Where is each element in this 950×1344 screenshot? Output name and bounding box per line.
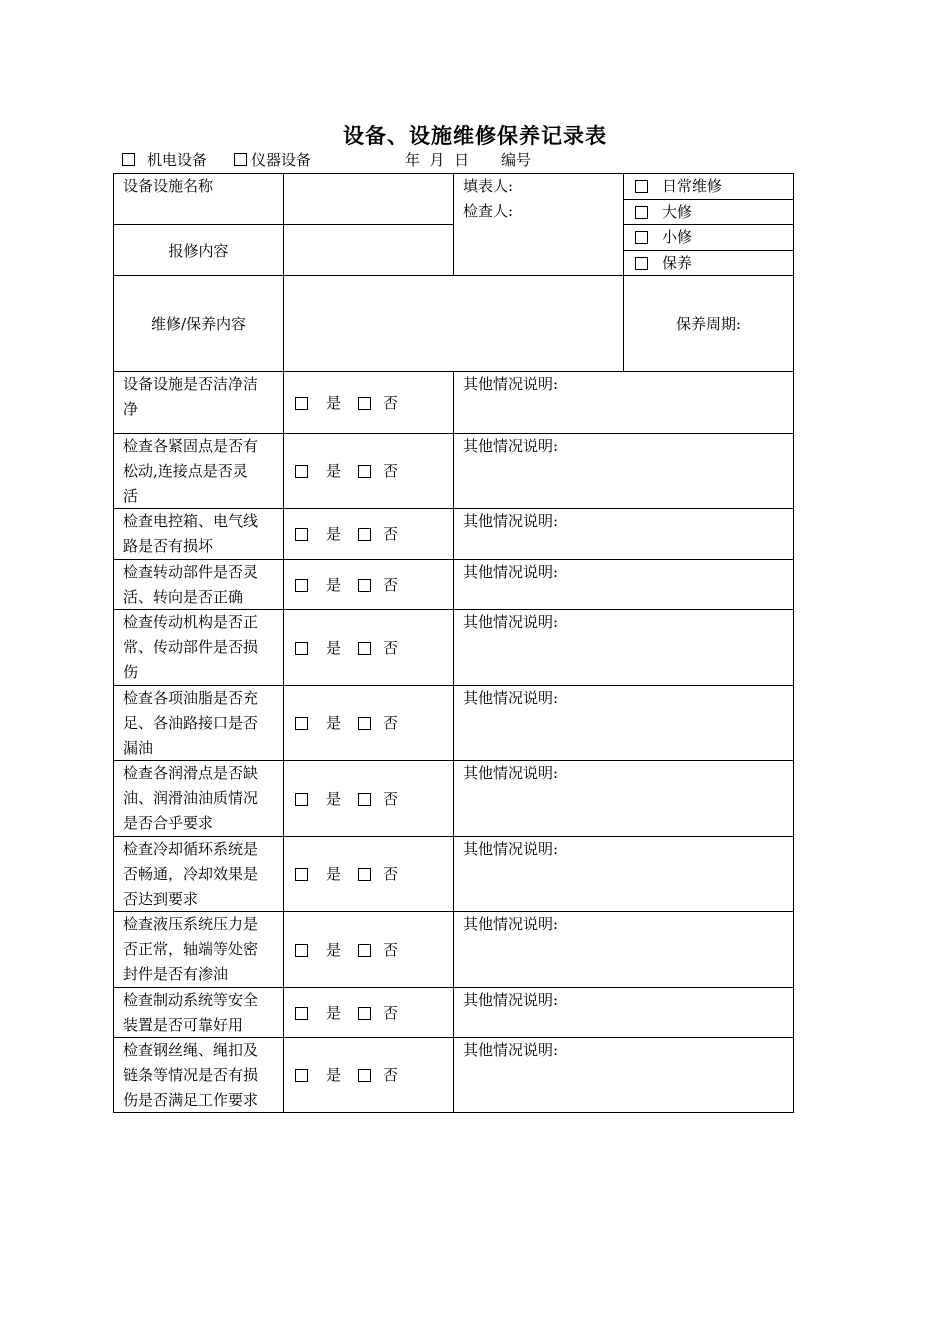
no-label: 否 <box>383 1066 399 1084</box>
other-notes-label: 其他情况说明: <box>463 689 559 707</box>
filler-label: 填表人: <box>463 177 514 195</box>
yes-label: 是 <box>326 1066 342 1084</box>
yes-label: 是 <box>326 639 342 657</box>
check-item-text: 检查传动机构是否正 <box>123 613 259 631</box>
check-item-text: 检查电控箱、电气线 <box>123 512 259 530</box>
yes-no-cell <box>283 1037 454 1113</box>
check-item-text: 装置是否可靠好用 <box>123 1016 244 1034</box>
check-item-text: 封件是否有渗油 <box>123 965 229 983</box>
yes-checkbox-icon[interactable] <box>295 944 308 957</box>
no-label: 否 <box>383 462 399 480</box>
other-notes-label: 其他情况说明: <box>463 991 559 1009</box>
type-option-label: 日常维修 <box>662 177 723 195</box>
instr-option[interactable]: 仪器设备 <box>234 149 311 170</box>
other-notes-label: 其他情况说明: <box>463 764 559 782</box>
other-notes-cell[interactable] <box>453 371 794 434</box>
check-item-text: 检查各润滑点是否缺 <box>123 764 259 782</box>
checkbox-icon[interactable] <box>635 180 648 193</box>
header-line <box>122 149 822 171</box>
yes-no-cell <box>283 760 454 837</box>
checkbox-icon[interactable] <box>635 206 648 219</box>
yes-checkbox-icon[interactable] <box>295 793 308 806</box>
check-item-text: 伤是否满足工作要求 <box>123 1091 259 1109</box>
checker-label: 检查人: <box>463 202 514 220</box>
check-item-text: 检查转动部件是否灵 <box>123 563 259 581</box>
no-label: 否 <box>383 394 399 412</box>
yes-no-cell <box>283 371 454 434</box>
yes-checkbox-icon[interactable] <box>295 1069 308 1082</box>
yes-label: 是 <box>326 525 342 543</box>
yes-checkbox-icon[interactable] <box>295 642 308 655</box>
yes-label: 是 <box>326 462 342 480</box>
no-checkbox-icon[interactable] <box>358 1007 371 1020</box>
checkbox-icon[interactable] <box>635 257 648 270</box>
type-option[interactable] <box>623 224 794 251</box>
other-notes-cell[interactable] <box>453 685 794 761</box>
other-notes-cell[interactable] <box>453 836 794 912</box>
yes-no-cell <box>283 433 454 509</box>
no-checkbox-icon[interactable] <box>358 793 371 806</box>
other-notes-cell[interactable] <box>453 508 794 560</box>
serial-label: 编号 <box>501 151 532 169</box>
no-label: 否 <box>383 525 399 543</box>
yes-checkbox-icon[interactable] <box>295 397 308 410</box>
no-checkbox-icon[interactable] <box>358 528 371 541</box>
yes-no-cell <box>283 836 454 912</box>
date-field: 年 月 日 <box>405 151 470 169</box>
no-checkbox-icon[interactable] <box>358 868 371 881</box>
other-notes-label: 其他情况说明: <box>463 437 559 455</box>
repair-content-field[interactable] <box>283 224 454 276</box>
check-item-text: 常、传动部件是否损 <box>123 638 259 656</box>
yes-checkbox-icon[interactable] <box>295 528 308 541</box>
yes-no-cell <box>283 508 454 560</box>
no-label: 否 <box>383 576 399 594</box>
other-notes-label: 其他情况说明: <box>463 1041 559 1059</box>
other-notes-cell[interactable] <box>453 1037 794 1113</box>
yes-label: 是 <box>326 790 342 808</box>
no-checkbox-icon[interactable] <box>358 944 371 957</box>
filler-checker-cell[interactable] <box>453 173 624 276</box>
check-item-cell <box>113 508 284 560</box>
checkbox-icon[interactable] <box>635 231 648 244</box>
check-item-cell <box>113 987 284 1038</box>
no-label: 否 <box>383 1004 399 1022</box>
maint-content-field[interactable] <box>283 275 624 372</box>
no-checkbox-icon[interactable] <box>358 717 371 730</box>
no-checkbox-icon[interactable] <box>358 397 371 410</box>
check-item-text: 活、转向是否正确 <box>123 588 244 606</box>
check-item-cell <box>113 433 284 509</box>
check-item-text: 检查钢丝绳、绳扣及 <box>123 1041 259 1059</box>
no-checkbox-icon[interactable] <box>358 579 371 592</box>
checkbox-icon[interactable] <box>122 153 135 166</box>
other-notes-label: 其他情况说明: <box>463 375 559 393</box>
other-notes-cell[interactable] <box>453 609 794 686</box>
check-item-cell <box>113 760 284 837</box>
check-item-text: 是否合乎要求 <box>123 814 214 832</box>
other-notes-label: 其他情况说明: <box>463 915 559 933</box>
check-item-text: 足、各油路接口是否 <box>123 714 259 732</box>
no-label: 否 <box>383 790 399 808</box>
type-option[interactable] <box>623 250 794 276</box>
check-item-text: 检查液压系统压力是 <box>123 915 259 933</box>
check-item-text: 松动,连接点是否灵 <box>123 462 248 480</box>
type-option-label: 保养 <box>662 254 693 272</box>
check-item-text: 油、润滑油油质情况 <box>123 789 259 807</box>
type-option[interactable] <box>623 199 794 225</box>
check-item-text: 伤 <box>123 663 139 681</box>
check-item-cell <box>113 836 284 912</box>
check-item-cell <box>113 685 284 761</box>
check-item-text: 检查各紧固点是否有 <box>123 437 259 455</box>
other-notes-cell[interactable] <box>453 433 794 509</box>
yes-no-cell <box>283 609 454 686</box>
no-label: 否 <box>383 639 399 657</box>
equipment-name-label: 设备设施名称 <box>123 177 214 195</box>
equipment-name-field[interactable] <box>283 173 454 225</box>
other-notes-cell[interactable] <box>453 987 794 1038</box>
check-item-cell <box>113 371 284 434</box>
type-option-label: 小修 <box>662 228 693 246</box>
check-item-text: 链条等情况是否有损 <box>123 1066 259 1084</box>
no-checkbox-icon[interactable] <box>358 1069 371 1082</box>
other-notes-cell[interactable] <box>453 559 794 610</box>
repair-content-label: 报修内容 <box>168 241 229 260</box>
yes-checkbox-icon[interactable] <box>295 465 308 478</box>
mech-option[interactable]: 机电设备 <box>122 149 207 170</box>
check-item-text: 检查各项油脂是否充 <box>123 689 259 707</box>
check-item-cell <box>113 609 284 686</box>
yes-checkbox-icon[interactable] <box>295 717 308 730</box>
check-item-cell <box>113 1037 284 1113</box>
no-label: 否 <box>383 941 399 959</box>
no-label: 否 <box>383 865 399 883</box>
check-item-text: 检查制动系统等安全 <box>123 991 259 1009</box>
cycle-label: 保养周期: <box>675 315 742 333</box>
check-item-text: 设备设施是否洁净洁 <box>123 375 259 393</box>
yes-no-cell <box>283 911 454 988</box>
repair-content-label-cell <box>113 224 284 276</box>
page-title: 设备、设施维修保养记录表 <box>343 123 607 148</box>
type-option-label: 大修 <box>662 203 693 221</box>
cycle-cell[interactable] <box>623 275 794 372</box>
no-checkbox-icon[interactable] <box>358 642 371 655</box>
yes-no-cell <box>283 559 454 610</box>
other-notes-label: 其他情况说明: <box>463 563 559 581</box>
check-item-text: 否达到要求 <box>123 890 199 908</box>
checkbox-icon[interactable] <box>234 153 247 166</box>
no-label: 否 <box>383 714 399 732</box>
check-item-text: 活 <box>123 487 139 505</box>
yes-no-cell <box>283 987 454 1038</box>
yes-no-cell <box>283 685 454 761</box>
yes-label: 是 <box>326 394 342 412</box>
yes-checkbox-icon[interactable] <box>295 1007 308 1020</box>
other-notes-label: 其他情况说明: <box>463 512 559 530</box>
check-item-text: 否畅通，冷却效果是 <box>123 865 259 883</box>
check-item-cell <box>113 559 284 610</box>
maint-content-label: 维修/保养内容 <box>150 315 247 333</box>
other-notes-cell[interactable] <box>453 911 794 988</box>
no-checkbox-icon[interactable] <box>358 465 371 478</box>
check-item-text: 净 <box>123 400 139 418</box>
other-notes-cell[interactable] <box>453 760 794 837</box>
other-notes-label: 其他情况说明: <box>463 613 559 631</box>
yes-label: 是 <box>326 576 342 594</box>
check-item-text: 检查冷却循环系统是 <box>123 840 259 858</box>
yes-label: 是 <box>326 865 342 883</box>
check-item-text: 漏油 <box>123 739 154 757</box>
equipment-name-label-cell <box>113 173 284 225</box>
check-item-text: 否正常，轴端等处密 <box>123 940 259 958</box>
yes-label: 是 <box>326 941 342 959</box>
yes-checkbox-icon[interactable] <box>295 579 308 592</box>
type-option[interactable] <box>623 173 794 200</box>
check-item-cell <box>113 911 284 988</box>
yes-label: 是 <box>326 714 342 732</box>
other-notes-label: 其他情况说明: <box>463 840 559 858</box>
yes-label: 是 <box>326 1004 342 1022</box>
maint-content-label-cell <box>113 275 284 372</box>
check-item-text: 路是否有损坏 <box>123 537 214 555</box>
yes-checkbox-icon[interactable] <box>295 868 308 881</box>
